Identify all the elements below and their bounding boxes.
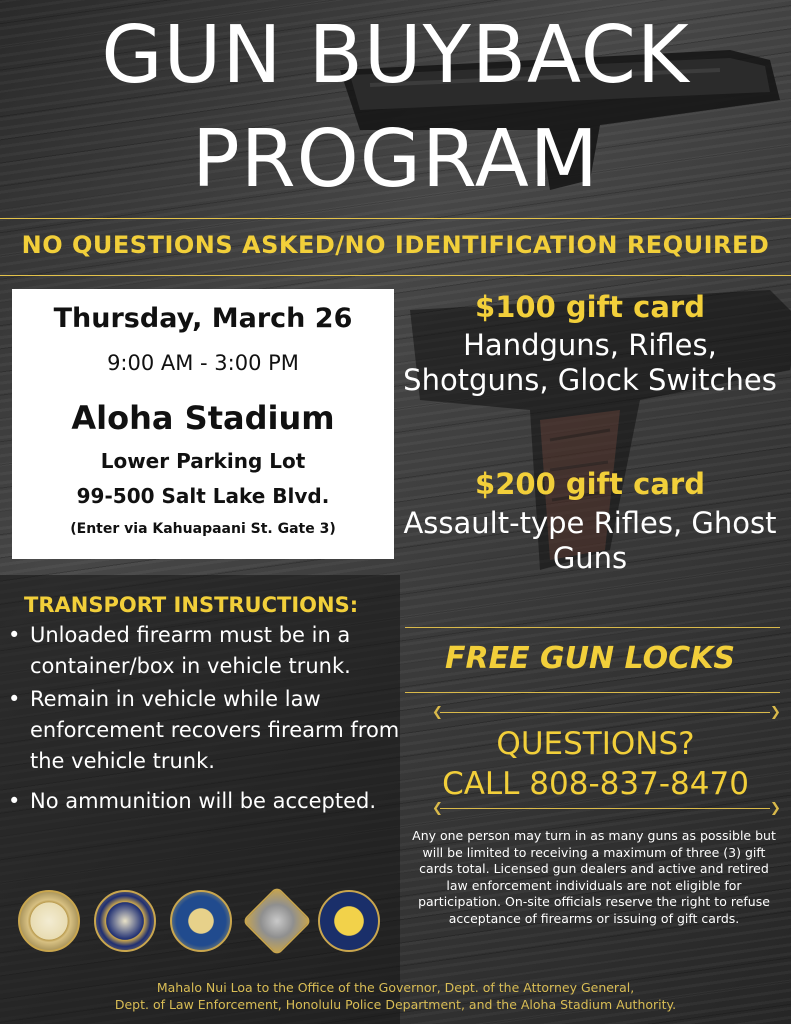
list-item-text: No ammunition will be accepted. [30, 789, 377, 813]
sheriff-badge-icon [242, 886, 312, 956]
ornament-line [440, 808, 770, 809]
list-item [8, 785, 400, 818]
disclaimer: Any one person may turn in as many guns as possible but will be limited to receiving a maximum of three (3) gift cards total. Licensed gun dealers and active and retired law enforcement individuals are not eligible for participation. On-site officials reserve the right to refuse acceptance of firearms or issuing of gift cards. [412, 828, 776, 926]
agency-seals [18, 890, 388, 960]
free-gun-locks: FREE GUN LOCKS [445, 641, 735, 676]
event-venue: Aloha Stadium [71, 399, 335, 437]
arrow-right-icon: ❯ [770, 705, 781, 720]
arrow-right-icon: ❯ [770, 801, 781, 816]
event-parking-lot: Lower Parking Lot [100, 449, 306, 473]
offer-100-amount: $100 gift card [475, 290, 705, 324]
law-enforcement-seal-icon [170, 890, 232, 952]
list-item [8, 620, 400, 682]
arrow-left-icon: ❮ [432, 705, 443, 720]
divider-bottom [0, 275, 791, 276]
event-time: 9:00 AM - 3:00 PM [107, 351, 299, 375]
offer-200-items: Assault-type Rifles, Ghost Guns [403, 506, 777, 575]
tagline: NO QUESTIONS ASKED/NO IDENTIFICATION REQUIRED [21, 231, 770, 259]
title-line-1: GUN BUYBACK [101, 9, 690, 101]
event-address: 99-500 Salt Lake Blvd. [76, 484, 330, 508]
ornament-line [405, 692, 780, 693]
call-phone: CALL 808-837-8470 [442, 766, 749, 802]
acknowledgement [0, 979, 791, 1013]
title-line-2: PROGRAM [192, 113, 599, 205]
transport-list [8, 620, 400, 818]
ornament-line [405, 627, 780, 628]
offer-100-items: Handguns, Rifles, Shotguns, Glock Switches [403, 328, 777, 397]
event-date: Thursday, March 26 [53, 303, 353, 334]
divider-top [0, 218, 791, 219]
transport-heading: TRANSPORT INSTRUCTIONS: [24, 593, 359, 617]
list-item-text: Remain in vehicle while law enforcement recovers firearm from the vehicle trunk. [30, 687, 400, 773]
state-of-hawaii-seal-icon [18, 890, 80, 952]
ornament-line [440, 712, 770, 713]
event-details-box [12, 289, 394, 559]
event-entry-note: (Enter via Kahuapaani St. Gate 3) [70, 521, 336, 537]
questions-heading: QUESTIONS? [496, 726, 695, 762]
list-item [8, 684, 400, 777]
attorney-general-seal-icon [94, 890, 156, 952]
list-item-text: Unloaded firearm must be in a container/box in vehicle trunk. [30, 623, 351, 678]
acknowledgement-line-1: Mahalo Nui Loa to the Office of the Governor, Dept. of the Attorney General, [156, 980, 635, 995]
police-department-badge-icon [318, 890, 380, 952]
bullet-icon: • [8, 623, 21, 647]
offer-200-amount: $200 gift card [475, 467, 705, 501]
acknowledgement-line-2: Dept. of Law Enforcement, Honolulu Police Department, and the Aloha Stadium Authority. [114, 997, 677, 1012]
bullet-icon: • [8, 789, 21, 813]
bullet-icon: • [8, 687, 21, 711]
arrow-left-icon: ❮ [432, 801, 443, 816]
